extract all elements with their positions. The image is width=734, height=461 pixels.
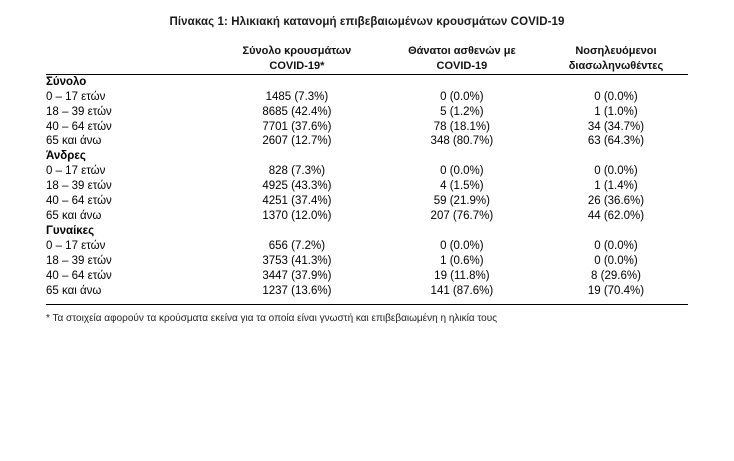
header-intubated-line1: Νοσηλευόμενοι bbox=[575, 45, 657, 57]
group-title-total: Σύνολο bbox=[46, 74, 688, 89]
cell-cases: 656 (7.2%) bbox=[268, 240, 326, 252]
header-row bbox=[46, 44, 688, 74]
table-header bbox=[46, 44, 688, 74]
row-label: 0 – 17 ετών bbox=[46, 90, 106, 103]
cell-intubated: 8 (29.6%) bbox=[591, 269, 641, 282]
cell-deaths: 1 (0.6%) bbox=[440, 254, 484, 267]
cell-intubated: 0 (0.0%) bbox=[594, 165, 638, 178]
table-row bbox=[46, 254, 688, 269]
table-row bbox=[46, 209, 688, 224]
cell-intubated: 0 (0.0%) bbox=[594, 90, 638, 103]
cell-deaths: 19 (11.8%) bbox=[434, 269, 490, 282]
row-label: 18 – 39 ετών bbox=[46, 180, 112, 193]
row-label: 40 – 64 ετών bbox=[46, 195, 112, 208]
cell-intubated: 34 (34.7%) bbox=[587, 120, 645, 133]
header-cell-intubated bbox=[544, 44, 688, 74]
table-row bbox=[46, 239, 688, 254]
row-label: 40 – 64 ετών bbox=[46, 269, 112, 282]
cell-cases: 1485 (7.3%) bbox=[265, 90, 329, 103]
cell-deaths: 0 (0.0%) bbox=[440, 240, 484, 252]
group-title-men: Άνδρες bbox=[46, 150, 86, 163]
cell-intubated: 19 (70.4%) bbox=[587, 284, 645, 297]
row-label: 65 και άνω bbox=[46, 284, 102, 297]
row-label: 0 – 17 ετών bbox=[46, 165, 106, 178]
document-page bbox=[0, 16, 734, 461]
table-row bbox=[46, 105, 688, 120]
table-bottom-rule bbox=[46, 299, 688, 305]
cell-intubated: 1 (1.0%) bbox=[594, 105, 638, 118]
cell-deaths: 141 (87.6%) bbox=[430, 284, 494, 297]
cell-cases: 2607 (12.7%) bbox=[262, 135, 332, 148]
cell-intubated: 0 (0.0%) bbox=[594, 240, 638, 252]
table-row bbox=[46, 90, 688, 105]
cell-intubated: 1 (1.4%) bbox=[594, 180, 638, 193]
table-row bbox=[46, 179, 688, 194]
cell-deaths: 0 (0.0%) bbox=[440, 165, 484, 178]
table-group-header-row bbox=[46, 74, 688, 89]
row-label: 18 – 39 ετών bbox=[46, 105, 112, 118]
header-cell-empty bbox=[46, 44, 214, 74]
group-title-women: Γυναίκες bbox=[46, 225, 95, 238]
row-label: 65 και άνω bbox=[46, 210, 102, 223]
table-body bbox=[46, 74, 688, 304]
cell-cases: 828 (7.3%) bbox=[268, 165, 326, 178]
cell-cases: 4925 (43.3%) bbox=[262, 180, 332, 193]
cell-deaths: 207 (76.7%) bbox=[430, 210, 494, 223]
cell-deaths: 5 (1.2%) bbox=[440, 105, 484, 118]
header-intubated-line2: διασωληνωθέντες bbox=[568, 59, 664, 72]
header-cell-total-cases bbox=[214, 44, 380, 74]
cell-cases: 8685 (42.4%) bbox=[262, 105, 332, 118]
table-row bbox=[46, 194, 688, 209]
table-row bbox=[46, 134, 688, 149]
cell-cases: 7701 (37.6%) bbox=[262, 120, 332, 133]
table-group-header-row bbox=[46, 149, 688, 164]
cell-cases: 3753 (41.3%) bbox=[262, 254, 332, 267]
cell-cases: 4251 (37.4%) bbox=[262, 195, 332, 208]
table-row bbox=[46, 284, 688, 299]
table-container bbox=[46, 44, 688, 305]
cell-deaths: 0 (0.0%) bbox=[440, 90, 484, 103]
header-total-cases-line2: COVID-19* bbox=[269, 59, 325, 72]
cell-deaths: 59 (21.9%) bbox=[433, 195, 490, 208]
cell-cases: 3447 (37.9%) bbox=[262, 269, 332, 282]
cell-deaths: 348 (80.7%) bbox=[430, 135, 494, 148]
table-row bbox=[46, 164, 688, 179]
table-caption: Πίνακας 1: Ηλικιακή κατανομή επιβεβαιωμένων κρουσμάτων COVID-19 bbox=[169, 16, 565, 28]
cell-intubated: 26 (36.6%) bbox=[587, 195, 645, 208]
header-total-cases-line1: Σύνολο κρουσμάτων bbox=[242, 45, 352, 57]
age-distribution-table bbox=[46, 44, 688, 305]
cell-deaths: 4 (1.5%) bbox=[440, 180, 484, 193]
row-label: 65 και άνω bbox=[46, 135, 102, 148]
cell-cases: 1370 (12.0%) bbox=[262, 210, 332, 223]
header-deaths-line1: Θάνατοι ασθενών με bbox=[408, 45, 516, 57]
cell-intubated: 44 (62.0%) bbox=[587, 210, 645, 223]
table-group-header-row bbox=[46, 224, 688, 239]
header-deaths-line2: COVID-19 bbox=[436, 59, 488, 72]
cell-cases: 1237 (13.6%) bbox=[262, 284, 332, 297]
table-footnote: * Τα στοιχεία αφορούν τα κρούσματα εκείνα για τα οποία είναι γνωστή και επιβεβαιωμένη η ηλικία τους bbox=[46, 312, 498, 324]
row-label: 0 – 17 ετών bbox=[46, 240, 106, 252]
bottom-rule-cell bbox=[46, 299, 688, 305]
cell-intubated: 0 (0.0%) bbox=[594, 254, 638, 267]
table-row bbox=[46, 120, 688, 135]
table-row bbox=[46, 269, 688, 284]
row-label: 18 – 39 ετών bbox=[46, 254, 112, 267]
row-label: 40 – 64 ετών bbox=[46, 120, 112, 133]
cell-intubated: 63 (64.3%) bbox=[587, 135, 645, 148]
cell-deaths: 78 (18.1%) bbox=[433, 120, 490, 133]
header-cell-deaths bbox=[380, 44, 544, 74]
